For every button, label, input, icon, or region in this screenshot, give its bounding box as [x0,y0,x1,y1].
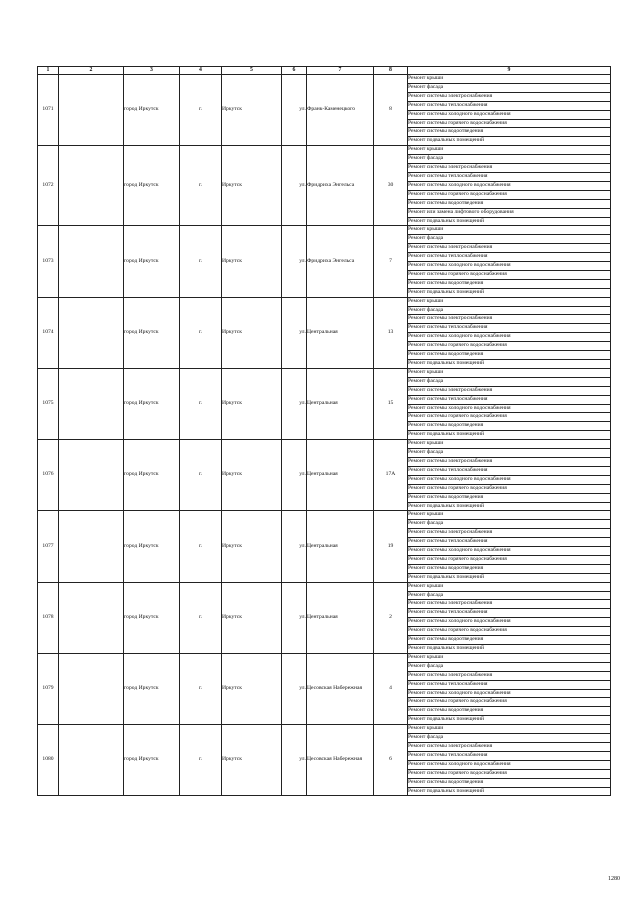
work-item: Ремонт подвальных помещений [408,787,611,796]
work-item: Ремонт фасада [408,155,611,164]
work-item: Ремонт подвальных помещений [408,217,611,226]
work-item: Ремонт крыши [408,653,611,662]
locality-name: Иркутск [222,511,282,582]
work-item: Ремонт системы горячего водоснабжения [408,769,611,778]
house-number: 17А [374,440,408,511]
work-item: Ремонт фасада [408,520,611,529]
street-name: Центральная [307,511,374,582]
work-item: Ремонт системы электроснабжения [408,600,611,609]
empty-cell [59,653,124,724]
work-item: Ремонт подвальных помещений [408,360,611,369]
municipality: город Иркутск [124,226,180,297]
work-item: Ремонт системы холодного водоснабжения [408,760,611,769]
col-header-3: 3 [124,67,180,75]
work-item: Ремонт системы электроснабжения [408,92,611,101]
record-number: 1077 [38,511,59,582]
col-header-2: 2 [59,67,124,75]
record-number: 1072 [38,146,59,226]
work-item: Ремонт системы водоотведения [408,778,611,787]
work-item: Ремонт системы электроснабжения [408,386,611,395]
table-row [38,368,611,377]
work-item: Ремонт системы теплоснабжения [408,751,611,760]
empty-cell [59,511,124,582]
header-row [38,67,611,75]
street-name: Цесовская Набережная [307,653,374,724]
street-type: ул. [282,582,307,653]
work-item: Ремонт крыши [408,725,611,734]
work-item: Ремонт системы теплоснабжения [408,395,611,404]
work-item: Ремонт системы водоотведения [408,564,611,573]
work-item: Ремонт подвальных помещений [408,573,611,582]
street-type: ул. [282,653,307,724]
work-item: Ремонт системы холодного водоснабжения [408,475,611,484]
locality-name: Иркутск [222,725,282,796]
registry-table [37,66,611,796]
locality-type: г. [180,146,222,226]
work-item: Ремонт системы электроснабжения [408,529,611,538]
work-item: Ремонт системы холодного водоснабжения [408,333,611,342]
work-item: Ремонт крыши [408,368,611,377]
municipality: город Иркутск [124,582,180,653]
table-row [38,146,611,155]
record-number: 1076 [38,440,59,511]
street-name: Центральная [307,297,374,368]
municipality: город Иркутск [124,440,180,511]
street-type: ул. [282,297,307,368]
empty-cell [59,440,124,511]
work-item: Ремонт подвальных помещений [408,716,611,725]
col-header-8: 8 [374,67,408,75]
municipality: город Иркутск [124,146,180,226]
work-item: Ремонт системы электроснабжения [408,244,611,253]
house-number: 30 [374,146,408,226]
work-item: Ремонт системы водоотведения [408,351,611,360]
record-number: 1074 [38,297,59,368]
locality-name: Иркутск [222,440,282,511]
table-row [38,75,611,84]
municipality: город Иркутск [124,725,180,796]
col-header-1: 1 [38,67,59,75]
col-header-9: 9 [408,67,611,75]
house-number: 8 [374,75,408,146]
record-number: 1078 [38,582,59,653]
street-type: ул. [282,368,307,439]
locality-type: г. [180,368,222,439]
municipality: город Иркутск [124,511,180,582]
municipality: город Иркутск [124,653,180,724]
work-item: Ремонт крыши [408,511,611,520]
work-item: Ремонт системы холодного водоснабжения [408,110,611,119]
locality-type: г. [180,226,222,297]
record-number: 1071 [38,75,59,146]
locality-name: Иркутск [222,582,282,653]
street-type: ул. [282,75,307,146]
street-name: Центральная [307,368,374,439]
work-item: Ремонт фасада [408,449,611,458]
work-item: Ремонт системы водоотведения [408,422,611,431]
street-name: Центральная [307,582,374,653]
record-number: 1073 [38,226,59,297]
work-item: Ремонт системы электроснабжения [408,671,611,680]
work-item: Ремонт системы теплоснабжения [408,538,611,547]
record-number: 1075 [38,368,59,439]
work-item: Ремонт системы электроснабжения [408,315,611,324]
work-item: Ремонт системы теплоснабжения [408,680,611,689]
record-number: 1080 [38,725,59,796]
page-number: 1280 [608,876,620,882]
work-item: Ремонт системы горячего водоснабжения [408,413,611,422]
work-item: Ремонт системы теплоснабжения [408,172,611,181]
work-item: Ремонт или замена лифтового оборудования [408,208,611,217]
street-type: ул. [282,146,307,226]
work-item: Ремонт системы горячего водоснабжения [408,484,611,493]
work-item: Ремонт системы холодного водоснабжения [408,181,611,190]
street-name: Фридриха Энгельса [307,226,374,297]
work-item: Ремонт крыши [408,75,611,84]
work-item: Ремонт фасада [408,591,611,600]
work-item: Ремонт фасада [408,235,611,244]
col-header-7: 7 [307,67,374,75]
street-type: ул. [282,725,307,796]
street-name: Франк-Каменецкого [307,75,374,146]
house-number: 2 [374,582,408,653]
work-item: Ремонт системы водоотведения [408,279,611,288]
table-row [38,725,611,734]
empty-cell [59,582,124,653]
locality-name: Иркутск [222,226,282,297]
locality-type: г. [180,297,222,368]
work-item: Ремонт системы водоотведения [408,199,611,208]
table-row [38,511,611,520]
work-item: Ремонт системы электроснабжения [408,164,611,173]
locality-name: Иркутск [222,368,282,439]
municipality: город Иркутск [124,297,180,368]
table-row [38,653,611,662]
work-item: Ремонт системы холодного водоснабжения [408,618,611,627]
work-item: Ремонт системы холодного водоснабжения [408,689,611,698]
empty-cell [59,146,124,226]
locality-name: Иркутск [222,75,282,146]
table-row [38,440,611,449]
house-number: 13 [374,297,408,368]
locality-type: г. [180,440,222,511]
work-item: Ремонт системы водоотведения [408,493,611,502]
house-number: 6 [374,725,408,796]
locality-type: г. [180,725,222,796]
work-item: Ремонт фасада [408,377,611,386]
street-type: ул. [282,511,307,582]
work-item: Ремонт системы электроснабжения [408,742,611,751]
street-name: Цесовская Набережная [307,725,374,796]
empty-cell [59,75,124,146]
work-item: Ремонт подвальных помещений [408,137,611,146]
work-item: Ремонт системы горячего водоснабжения [408,342,611,351]
work-item: Ремонт фасада [408,83,611,92]
work-item: Ремонт подвальных помещений [408,502,611,511]
work-item: Ремонт системы теплоснабжения [408,101,611,110]
street-name: Центральная [307,440,374,511]
work-item: Ремонт системы холодного водоснабжения [408,404,611,413]
work-item: Ремонт крыши [408,297,611,306]
work-item: Ремонт системы теплоснабжения [408,466,611,475]
empty-cell [59,226,124,297]
work-item: Ремонт крыши [408,146,611,155]
locality-type: г. [180,75,222,146]
house-number: 7 [374,226,408,297]
work-item: Ремонт подвальных помещений [408,645,611,654]
work-item: Ремонт крыши [408,582,611,591]
street-name: Фридриха Энгельса [307,146,374,226]
municipality: город Иркутск [124,75,180,146]
col-header-5: 5 [222,67,282,75]
street-type: ул. [282,440,307,511]
work-item: Ремонт системы теплоснабжения [408,253,611,262]
table-row [38,226,611,235]
house-number: 15 [374,368,408,439]
registry-body [38,75,611,796]
work-item: Ремонт системы водоотведения [408,128,611,137]
house-number: 4 [374,653,408,724]
municipality: город Иркутск [124,368,180,439]
work-item: Ремонт системы горячего водоснабжения [408,555,611,564]
table-row [38,582,611,591]
empty-cell [59,368,124,439]
locality-name: Иркутск [222,297,282,368]
work-item: Ремонт системы холодного водоснабжения [408,262,611,271]
work-item: Ремонт фасада [408,734,611,743]
work-item: Ремонт системы горячего водоснабжения [408,698,611,707]
work-item: Ремонт фасада [408,662,611,671]
work-item: Ремонт подвальных помещений [408,288,611,297]
empty-cell [59,297,124,368]
locality-type: г. [180,511,222,582]
work-item: Ремонт системы горячего водоснабжения [408,119,611,128]
work-item: Ремонт системы электроснабжения [408,457,611,466]
work-item: Ремонт системы холодного водоснабжения [408,547,611,556]
locality-name: Иркутск [222,653,282,724]
locality-type: г. [180,653,222,724]
work-item: Ремонт фасада [408,306,611,315]
work-item: Ремонт системы теплоснабжения [408,609,611,618]
work-item: Ремонт системы водоотведения [408,636,611,645]
locality-type: г. [180,582,222,653]
work-item: Ремонт подвальных помещений [408,431,611,440]
table-row [38,297,611,306]
street-type: ул. [282,226,307,297]
work-item: Ремонт системы теплоснабжения [408,324,611,333]
work-item: Ремонт системы горячего водоснабжения [408,190,611,199]
record-number: 1079 [38,653,59,724]
work-item: Ремонт крыши [408,440,611,449]
house-number: 19 [374,511,408,582]
col-header-6: 6 [282,67,307,75]
work-item: Ремонт системы горячего водоснабжения [408,627,611,636]
work-item: Ремонт системы горячего водоснабжения [408,270,611,279]
work-item: Ремонт системы водоотведения [408,707,611,716]
col-header-4: 4 [180,67,222,75]
locality-name: Иркутск [222,146,282,226]
work-item: Ремонт крыши [408,226,611,235]
empty-cell [59,725,124,796]
